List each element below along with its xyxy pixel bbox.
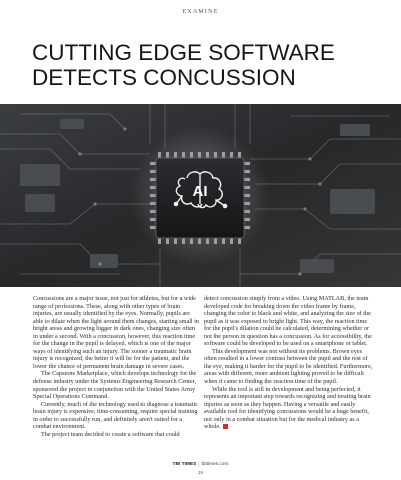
section-label: EXAMINE <box>182 9 219 15</box>
footer-site: tbitimes.com <box>201 462 229 467</box>
chip-label: AI <box>192 183 208 200</box>
article-column-right <box>204 295 373 431</box>
end-mark-icon <box>223 424 228 429</box>
chip <box>150 152 250 244</box>
headline-line-2: DETECTS CONCUSSION <box>32 65 296 90</box>
paragraph: The project team decided to create a software that could <box>41 430 180 438</box>
footer-brand: TBI TIMES <box>172 462 197 467</box>
paragraph: Concussions are a major issue, not just for athletes, but for a wide range of professions. These, along with other types of brain injuries, are usually identified by the eyes. Normally, pupils are able to dilate when the light around them changes, starting small in bright areas and growing bigger in dark ones, changing size often in under a second. With a concussion, however, this reaction time for the change in the pupil is delayed, which is one of the major ways of identifying such an injury. The sooner a traumatic brain injury is recognized, the better it will be for the patient, and the lower the chance of permanent brain damage in severe cases. <box>33 295 199 370</box>
paragraph: The Capstone Marketplace, which develops technology for the defense industry under the Systems Engineering Research Center, sponsored the project in conjunction with the United States Army Special Operations Command. <box>33 370 197 401</box>
headline-line-1: CUTTING EDGE SOFTWARE <box>32 40 335 65</box>
page-number: 19 <box>197 470 203 475</box>
paragraph-text: While the tool is still in development and being perfected, it represents an important step towards recognizing and treating brain injuries as soon as they happen. Having a versatile and easily available tool for identifying concussions would be a huge benefit, not only in a combat situation but for the medical industry as a whole. <box>204 385 371 431</box>
paragraph: This development was not without its problems. Brown eyes often resulted in a lower contrast between the pupil and the rest of the eye, making it harder for the pupil to be identified. Furthermore, areas with different, more ambient lighting proved to be difficult when it came to finding the reaction time of the pupil. <box>204 347 373 386</box>
paragraph: Currently, much of the technology used to diagnose a traumatic brain injury is expensive, time-consuming, require special training in order to successfully run, and definitely aren't suited for a combat environment. <box>33 400 198 431</box>
hero-image <box>0 104 401 287</box>
footer-separator: | <box>198 462 200 467</box>
paragraph-last <box>204 386 373 431</box>
footer <box>0 462 401 467</box>
circuit-board-illustration <box>0 104 401 287</box>
article-column-left <box>33 295 200 438</box>
paragraph: detect concussion simply from a video. Using MATLAB, the team developed code for breaking down the video frame by frame, changing the color to black and white, and analyzing the size of the pupil as it was exposed to bright light. This way, the reaction time for the pupil's dilation could be calculated, determining whether or not the person in question has a concussion. As for accessibility, the software could be developed to be used on a smartphone or tablet. <box>204 295 372 348</box>
headline <box>32 40 372 90</box>
